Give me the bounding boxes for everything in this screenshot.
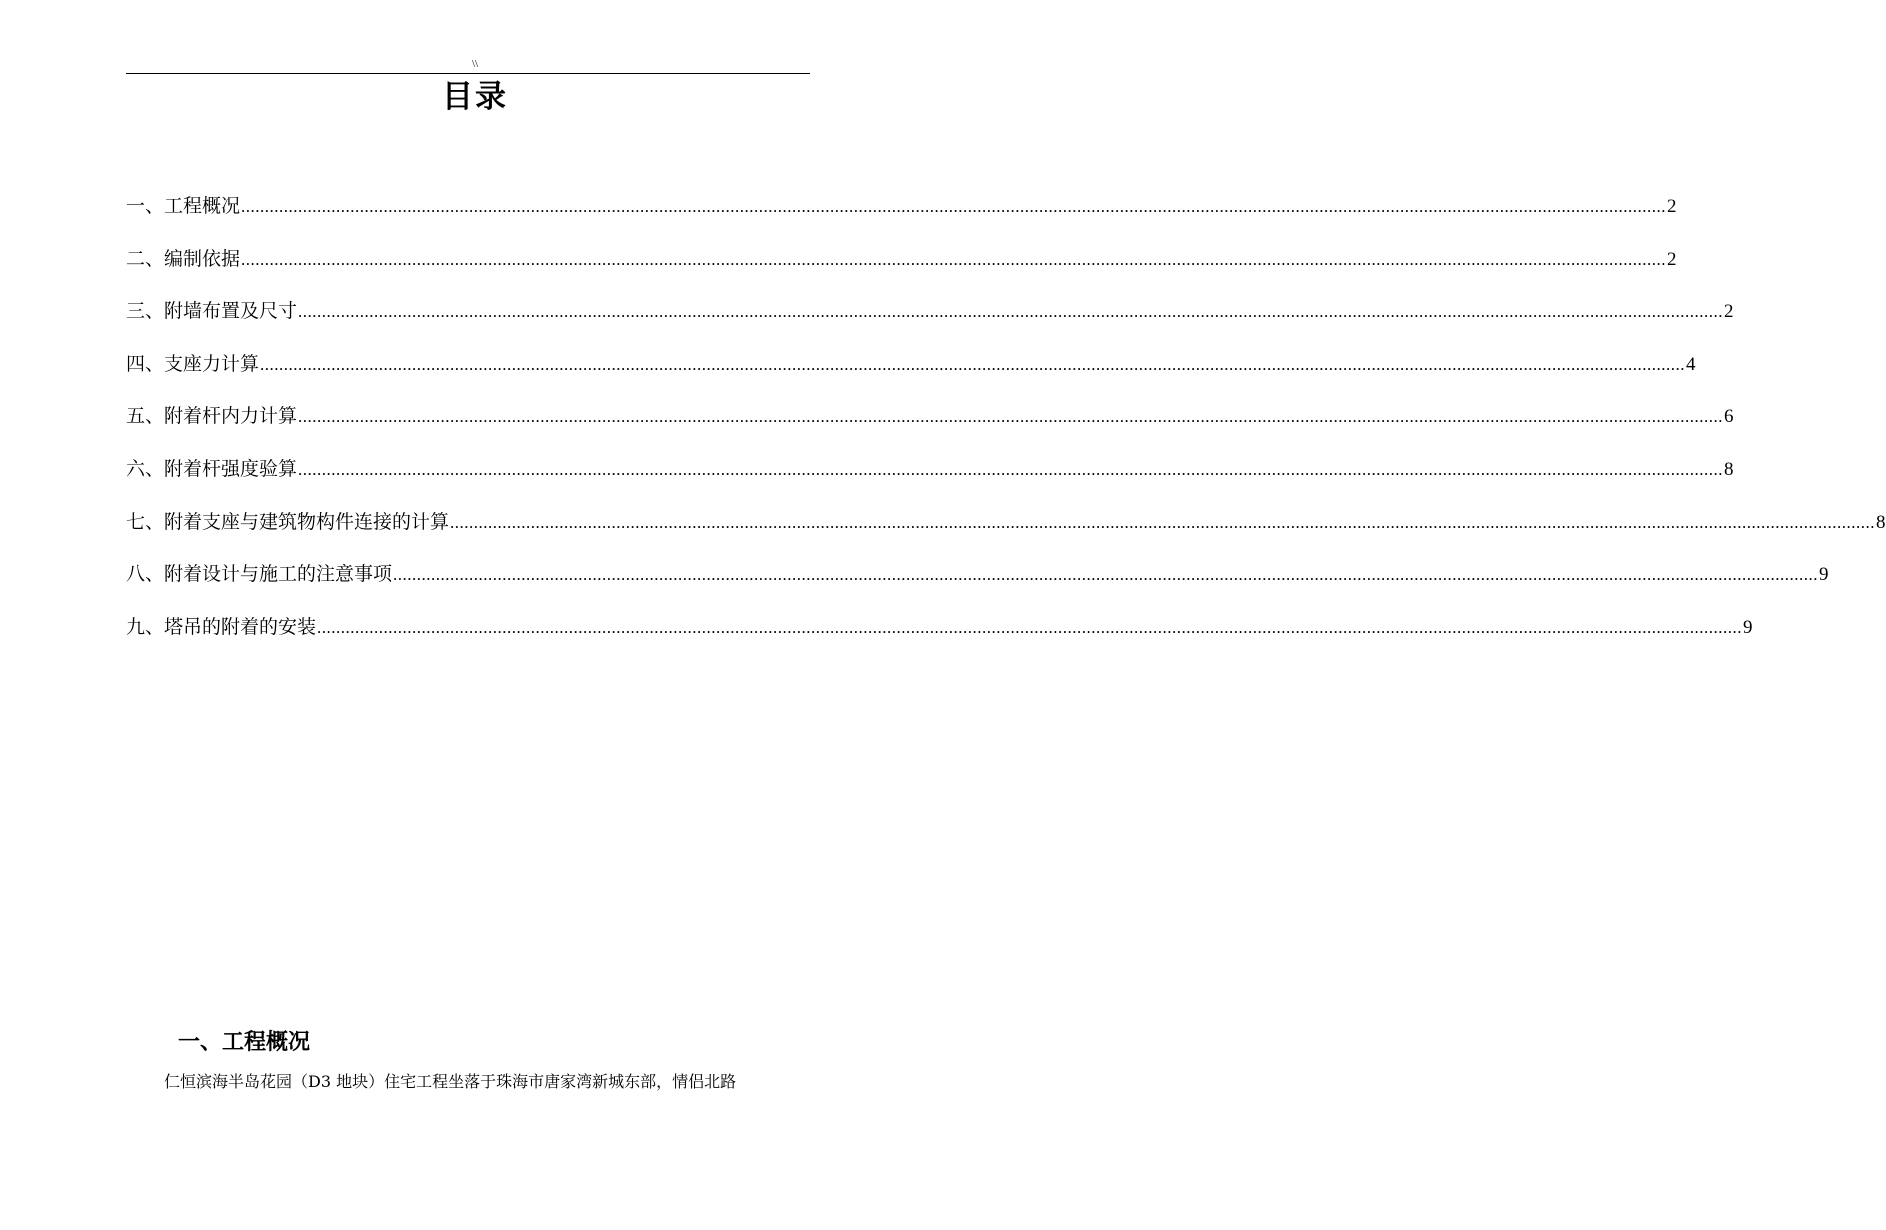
toc-leader-dots: ............................................................................................................................................................................................................................................................................................................ — [450, 512, 1876, 532]
toc-entry-label: 二、编制依据 — [126, 247, 241, 270]
toc-entry-page: 6 — [1724, 406, 1734, 428]
toc-leader-dots: ............................................................................................................................................................................................................................................................................................................ — [393, 565, 1819, 585]
toc-entry-label: 四、支座力计算 — [126, 352, 260, 375]
toc-entry-label: 八、附着设计与施工的注意事项 — [126, 563, 393, 586]
toc-entry-page: 2 — [1667, 196, 1677, 217]
toc-entry-label: 六、附着杆强度验算 — [126, 457, 298, 480]
toc-entry-page: 8 — [1724, 458, 1734, 480]
toc-entry[interactable] — [126, 348, 1696, 401]
toc-entry[interactable] — [126, 558, 1829, 611]
toc-entry[interactable] — [126, 611, 1753, 664]
body-paragraph: 仁恒滨海半岛花园（D3 地块）住宅工程坐落于珠海市唐家湾新城东部，情侣北路 — [164, 1072, 737, 1091]
toc-entry[interactable] — [126, 243, 1677, 296]
toc-entry-page: 8 — [1876, 511, 1886, 533]
toc-entry-label: 三、附墙布置及尺寸 — [126, 300, 298, 323]
page-title: 目录 — [442, 79, 508, 115]
toc-leader-dots: ............................................................................................................................................................................................................................................................................................................ — [298, 302, 1724, 322]
toc-leader-dots: ............................................................................................................................................................................................................................................................................................................ — [241, 197, 1667, 216]
toc-entry-page: 4 — [1686, 353, 1696, 375]
toc-entry-page: 9 — [1819, 564, 1829, 586]
toc-entry-page: 9 — [1743, 616, 1753, 638]
toc-entry-page: 2 — [1724, 301, 1734, 323]
toc-entry[interactable] — [126, 400, 1734, 453]
toc-leader-dots: ............................................................................................................................................................................................................................................................................................................ — [241, 249, 1667, 269]
toc-entry[interactable] — [126, 506, 1886, 559]
toc-leader-dots: ............................................................................................................................................................................................................................................................................................................ — [298, 407, 1724, 427]
toc-entry-page: 2 — [1667, 248, 1677, 270]
toc-entry-label: 一、工程概况 — [126, 195, 241, 217]
toc-entry-label: 五、附着杆内力计算 — [126, 405, 298, 428]
toc-entry-label: 九、塔吊的附着的安装 — [126, 615, 317, 638]
toc-entry-label: 七、附着支座与建筑物构件连接的计算 — [126, 510, 450, 533]
toc-entry[interactable] — [126, 190, 1677, 243]
header-mark: \\ — [471, 58, 479, 70]
table-of-contents — [126, 190, 1886, 663]
toc-leader-dots: ............................................................................................................................................................................................................................................................................................................ — [317, 617, 1743, 637]
toc-entry[interactable] — [126, 295, 1734, 348]
header-rule — [126, 73, 810, 74]
toc-entry[interactable] — [126, 453, 1734, 506]
section-heading: 一、工程概况 — [178, 1030, 311, 1055]
toc-leader-dots: ............................................................................................................................................................................................................................................................................................................ — [298, 459, 1724, 479]
toc-leader-dots: ............................................................................................................................................................................................................................................................................................................ — [260, 354, 1686, 374]
